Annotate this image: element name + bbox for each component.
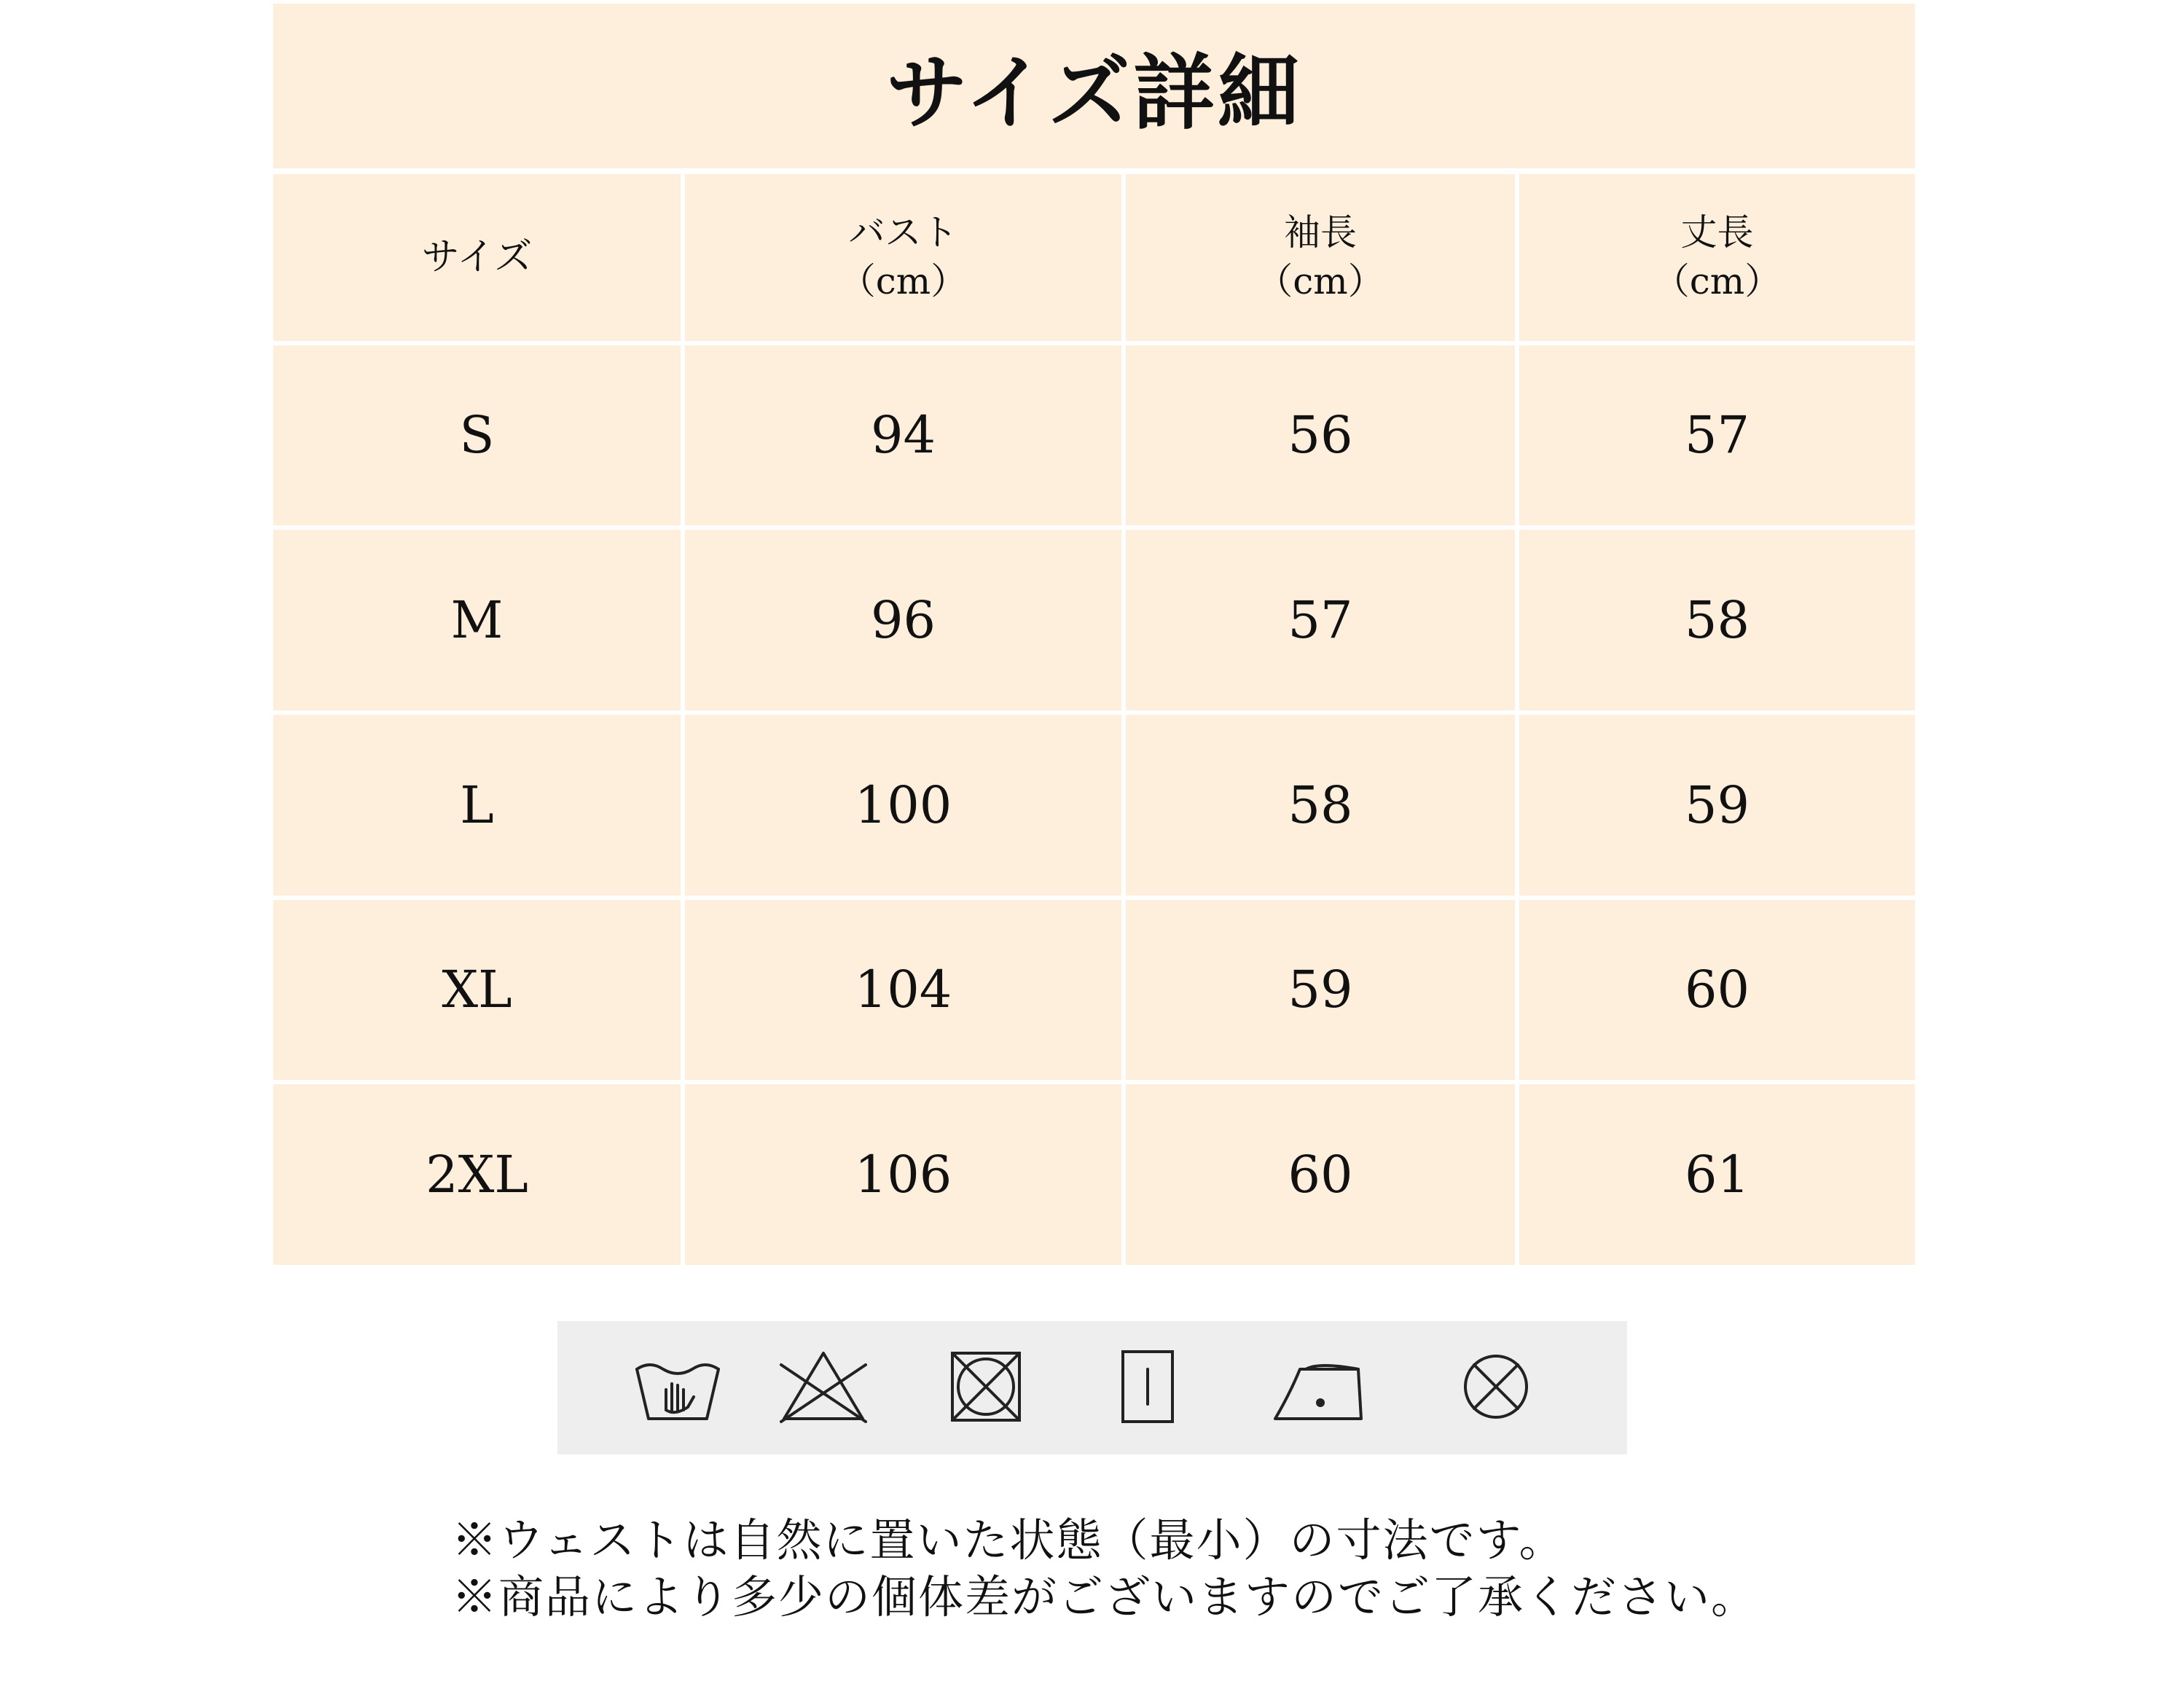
header-unit: （cm） <box>1653 260 1782 303</box>
header-length <box>1519 174 1915 345</box>
no-bleach-icon <box>772 1343 874 1430</box>
table-header-row <box>273 174 1915 345</box>
table-row <box>273 530 1915 715</box>
header-size <box>273 174 685 345</box>
header-sleeve <box>1126 174 1519 345</box>
table-cell: 57 <box>1519 345 1915 530</box>
title-banner <box>273 4 1915 168</box>
table-row <box>273 345 1915 530</box>
table-cell: 58 <box>1519 530 1915 715</box>
no-dry-clean-icon <box>1445 1343 1547 1430</box>
table-cell: XL <box>273 900 685 1085</box>
header-unit: （cm） <box>839 260 968 303</box>
table-cell: 106 <box>685 1084 1126 1265</box>
hand-wash-icon <box>627 1343 729 1430</box>
page-title: サイズ詳細 <box>885 44 1303 141</box>
header-label: サイズ <box>421 235 533 280</box>
note-line: ※商品により多少の個体差がございますのでご了承ください。 <box>452 1570 1758 1623</box>
header-unit: （cm） <box>1256 260 1384 303</box>
header-label: 袖長 <box>1284 211 1357 254</box>
table-cell: 104 <box>685 900 1126 1085</box>
table-cell: 59 <box>1126 900 1519 1085</box>
table-cell: 59 <box>1519 715 1915 900</box>
size-table <box>273 174 1915 1265</box>
table-cell: 2XL <box>273 1084 685 1265</box>
table-cell: 60 <box>1519 900 1915 1085</box>
header-bust <box>685 174 1126 345</box>
table-cell: 57 <box>1126 530 1519 715</box>
table-cell: S <box>273 345 685 530</box>
table-row <box>273 1084 1915 1265</box>
line-dry-icon <box>1097 1343 1199 1430</box>
table-cell: 96 <box>685 530 1126 715</box>
table-cell: 56 <box>1126 345 1519 530</box>
no-tumble-dry-icon <box>935 1343 1037 1430</box>
care-symbols-strip <box>557 1321 1627 1454</box>
header-label: 丈長 <box>1680 211 1754 254</box>
note-line: ※ウェストは自然に置いた状態（最小）の寸法です。 <box>452 1513 1566 1567</box>
table-cell: 100 <box>685 715 1126 900</box>
low-iron-icon <box>1268 1343 1370 1430</box>
table-cell: 60 <box>1126 1084 1519 1265</box>
header-label: バスト <box>848 211 958 254</box>
table-cell: 61 <box>1519 1084 1915 1265</box>
table-row <box>273 900 1915 1085</box>
table-cell: L <box>273 715 685 900</box>
table-cell: 94 <box>685 345 1126 530</box>
table-row <box>273 715 1915 900</box>
notes <box>452 1512 1758 1626</box>
table-cell: 58 <box>1126 715 1519 900</box>
table-cell: M <box>273 530 685 715</box>
